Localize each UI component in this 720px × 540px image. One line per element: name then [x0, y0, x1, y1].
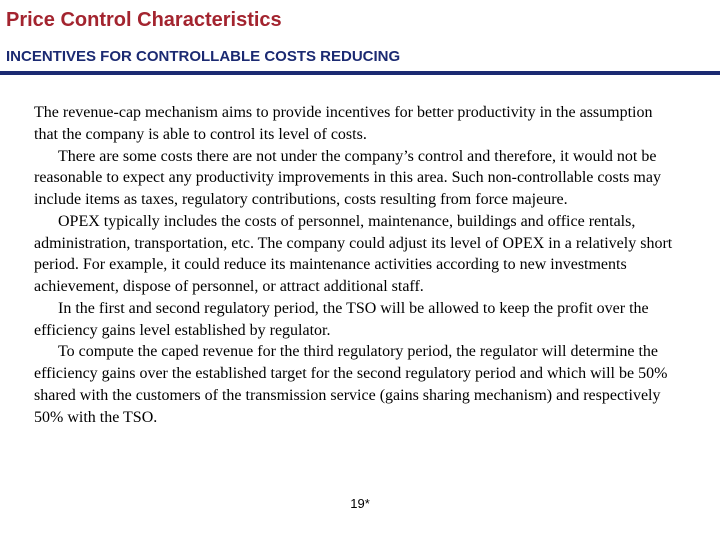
paragraph-gains-sharing: To compute the caped revenue for the third regulatory period, the regulator will determine the efficiency gains over the established target for the second regulatory period and which will be 50% shared with the customers of the transmission service (gains sharing mechanism) and respectively 50% with the TSO.: [34, 343, 668, 426]
slide-title: Price Control Characteristics: [6, 9, 282, 31]
paragraph-regulatory-periods: In the first and second regulatory period, the TSO will be allowed to keep the profit over the efficiency gains level established by regulator.: [34, 299, 649, 339]
paragraph-non-controllable-costs: There are some costs there are not under the company’s control and therefore, it would not be reasonable to expect any productivity improvements in this area. Such non-controllable costs may include items as taxes, regulatory contributions, costs resulting from force majeure.: [34, 147, 661, 208]
paragraph-opex: OPEX typically includes the costs of personnel, maintenance, buildings and office rentals, administration, transportation, etc. The company could adjust its level of OPEX in a relatively short period. For example, it could reduce its maintenance activities according to new investments achievement, dispose of personnel, or attract additional staff.: [34, 212, 673, 295]
page-number: 19*: [350, 496, 370, 511]
slide-subtitle: INCENTIVES FOR CONTROLLABLE COSTS REDUCING: [6, 48, 401, 65]
paragraph-revenue-cap: The revenue-cap mechanism aims to provide incentives for better productivity in the assumption that the company is able to control its level of costs.: [34, 104, 653, 143]
header-divider: [0, 71, 720, 75]
slide-body: [34, 102, 674, 428]
